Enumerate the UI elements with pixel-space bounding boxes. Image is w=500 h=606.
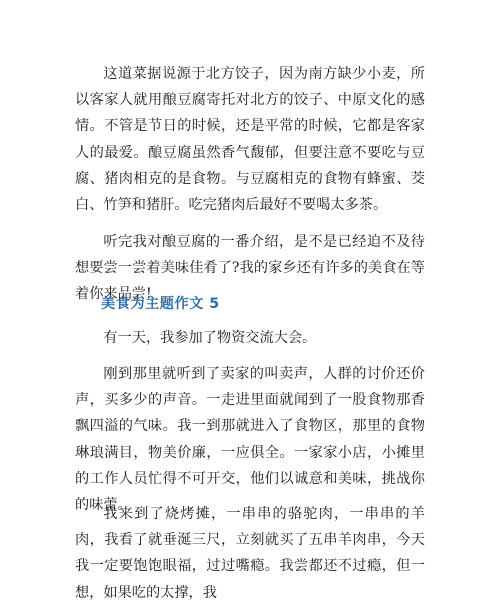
body-paragraph: 刚到那里就听到了卖家的叫卖声，人群的讨价还价声，买多少的声音。一走进里面就闻到了一股食物那香飘四溢的气味。我一到那就进入了食物区，那里的食物琳琅满目，物美价廉，一应俱全。一家家小店，小摊里的工作人员忙得不可开交，他们以诚意和美味，挑战你的味蕾。 bbox=[75, 366, 425, 514]
body-paragraph: 这道菜据说源于北方饺子，因为南方缺少小麦，所以客家人就用酿豆腐寄托对北方的饺子、中原文化的感情。不管是节日的时候，还是平常的时候，它都是客家人的最爱。酿豆腐虽然香气馥郁，但要注意不要吃与豆腐、猪肉相克的是食物。与豆腐相克的食物有蜂蜜、茭白、竹笋和猪肝。吃完猪肉后最好不要喝太多茶。 bbox=[75, 66, 425, 214]
body-paragraph: 听完我对酿豆腐的一番介绍，是不是已经迫不及待想要尝一尝着美味佳肴了?我的家乡还有许多的美食在等着你来品尝! bbox=[75, 234, 425, 303]
section-heading: 美食为主题作文 5 bbox=[101, 296, 220, 312]
body-paragraph: 有一天，我参加了物资交流大会。 bbox=[103, 330, 317, 346]
body-paragraph: 我来到了烧烤摊，一串串的骆驼肉，一串串的羊肉，我看了就垂涎三尺，立刻就买了五串羊肉串，今天我一定要饱饱眼福，过过嘴瘾。我尝都还不过瘾，但一想，如果吃的太撑，我 bbox=[75, 506, 425, 601]
